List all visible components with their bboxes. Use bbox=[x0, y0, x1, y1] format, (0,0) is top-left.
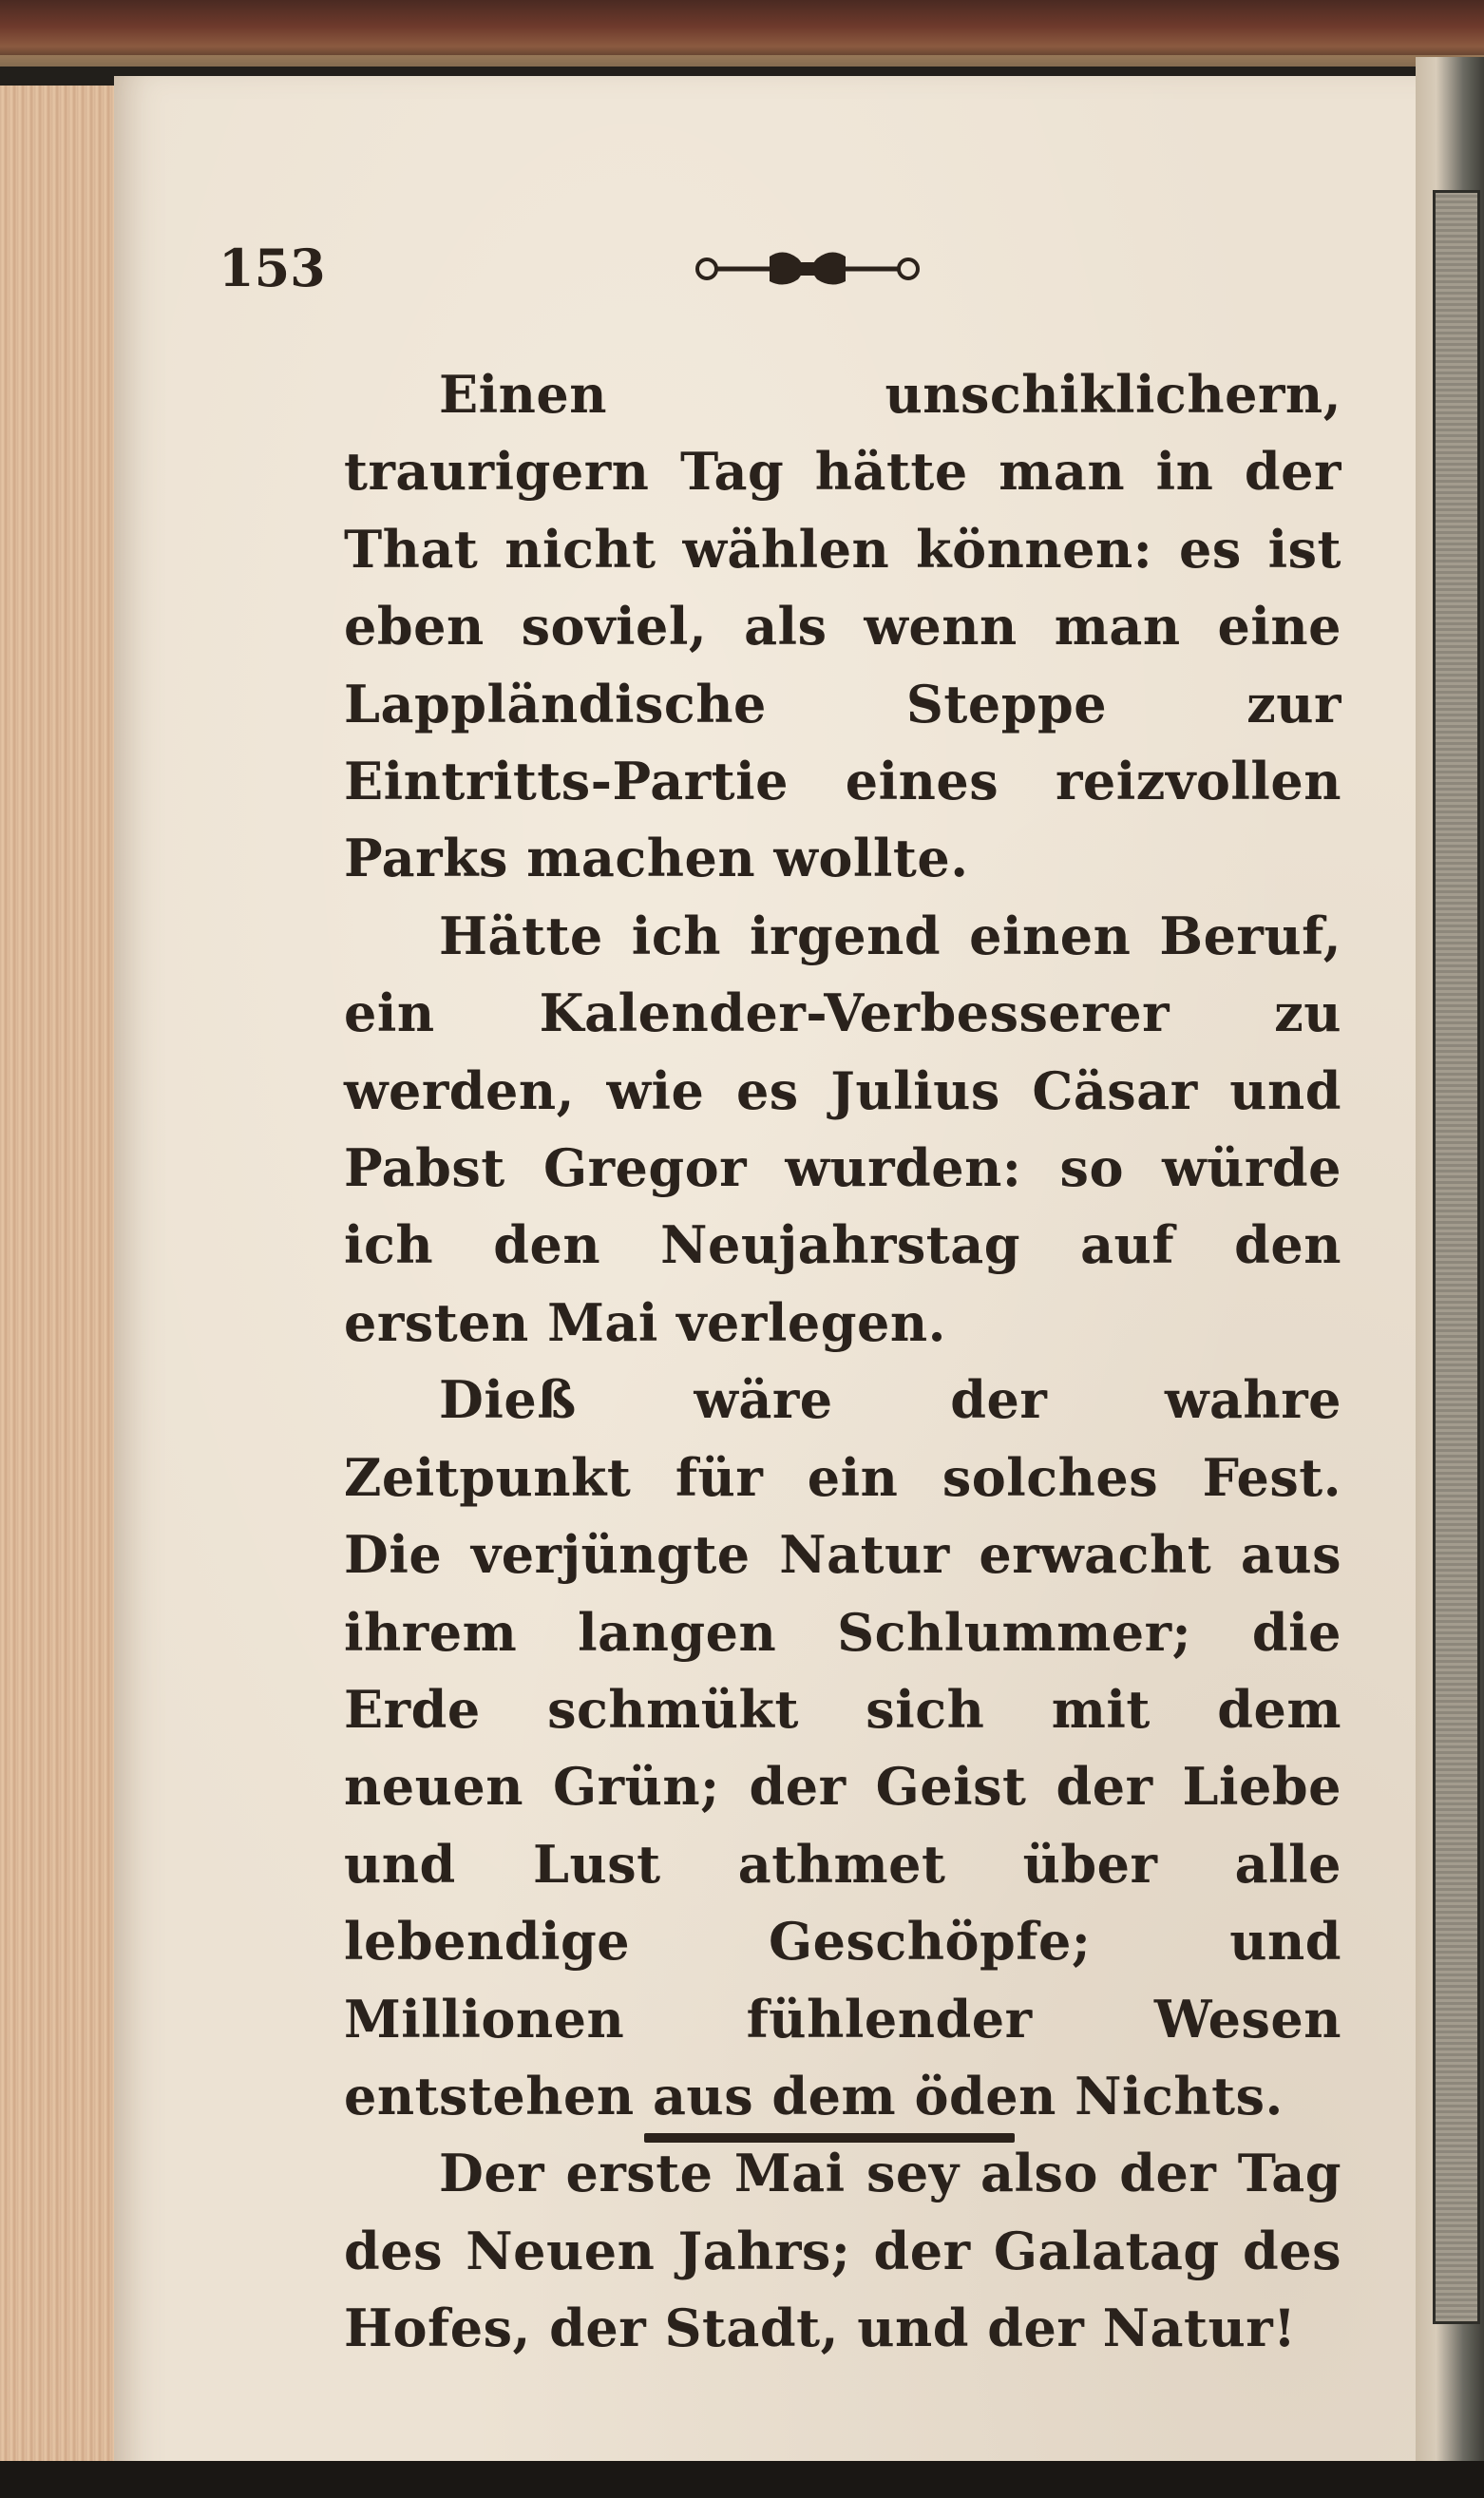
header-ornament-icon bbox=[694, 245, 922, 293]
page-stack-edge bbox=[0, 86, 125, 2480]
page-number: 153 bbox=[219, 238, 326, 298]
page-header bbox=[219, 228, 1340, 304]
book-cover-top bbox=[0, 0, 1484, 67]
paragraph-4: Der erste Mai sey also der Tag des Neuen Jahrs; der Galatag des Hofes, der Stadt, und der Natur! bbox=[344, 2143, 1341, 2359]
facing-page-border bbox=[1433, 190, 1480, 2324]
bottom-shadow bbox=[0, 2461, 1484, 2498]
paragraph-2: Hätte ich irgend einen Beruf, ein Kalender-Verbesserer zu werden, wie es Julius Cäsar und Pabst Gregor wurden: so würde ich den Neujahrstag auf den ersten Mai verlegen. bbox=[344, 905, 1341, 1353]
paragraph-3: Dieß wäre der wahre Zeitpunkt für ein solches Fest. Die verjüngte Natur erwacht aus ihrem langen Schlummer; die Erde schmükt sich mit dem neuen Grün; der Geist der Liebe und Lust athmet über alle lebendige Geschöpfe; und Millionen fühlender Wesen entstehen aus dem öden Nichts. bbox=[344, 1369, 1341, 2126]
end-rule bbox=[644, 2133, 1015, 2143]
paragraph-1: Einen unschiklichern, traurigern Tag hätte man in der That nicht wählen können: es ist eben soviel, als wenn man eine Lappländische Steppe zur Eintritts-Partie eines reizvollen Parks machen wollte. bbox=[344, 364, 1341, 889]
body-text bbox=[344, 356, 1341, 2368]
facing-page-edge bbox=[1416, 57, 1484, 2498]
